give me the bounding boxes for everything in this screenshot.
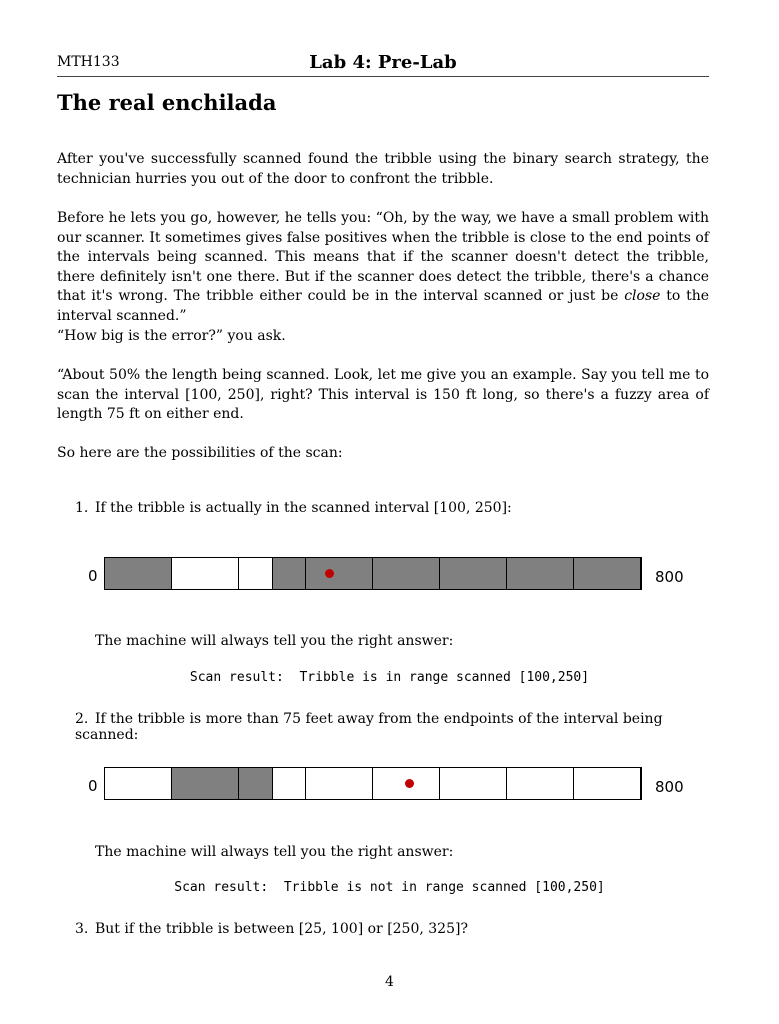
tribble-marker-icon xyxy=(325,569,334,578)
list-item-number: 3. xyxy=(75,921,89,937)
interval-segment-100-200 xyxy=(172,558,239,589)
interval-segment-500-600 xyxy=(440,768,507,799)
page-number: 4 xyxy=(385,974,394,990)
interval-segment-700-800 xyxy=(574,768,641,799)
scan-note-2: The machine will always tell you the right answer: xyxy=(95,844,454,860)
list-item-3 xyxy=(75,921,715,937)
interval-segment-400-500 xyxy=(373,558,440,589)
lab-title: Lab 4: Pre-Lab xyxy=(309,52,457,73)
interval-segment-100-200 xyxy=(172,768,239,799)
list-item-number: 1. xyxy=(75,500,89,516)
bar-right-label: 800 xyxy=(655,568,684,586)
interval-segment-700-800 xyxy=(574,558,641,589)
emphasis-close: close xyxy=(624,288,661,304)
bar-left-label: 0 xyxy=(88,567,98,585)
section-title: The real enchilada xyxy=(57,90,277,115)
interval-segment-250-300 xyxy=(273,558,307,589)
scan-note-1: The machine will always tell you the right answer: xyxy=(95,633,454,649)
list-item-text: If the tribble is more than 75 feet away from the endpoints of the interval being scanned: xyxy=(75,711,663,743)
interval-segment-0-100 xyxy=(105,558,172,589)
page-header xyxy=(57,52,709,74)
paragraph-intro: After you've successfully scanned found the tribble using the binary search strategy, the technician hurries you out of the door to confront the tribble. xyxy=(57,151,709,187)
interval-segment-200-250 xyxy=(239,768,273,799)
list-item-text: If the tribble is actually in the scanned interval [100, 250]: xyxy=(95,500,512,516)
paragraph-scanner-problem-tail: to the interval scanned.” xyxy=(57,288,710,324)
interval-segment-500-600 xyxy=(440,558,507,589)
paragraph-scanner-problem-text: Before he lets you go, however, he tells you: “Oh, by the way, we have a small problem with our scanner. It sometimes gives false positives when the tribble is close to the end points of the intervals being scanned. This means that if the scanner doesn't detect the tribble, there definitely isn't one there. But if the scanner does detect the tribble, there's a chance that it's wrong. The tribble either could be in the interval scanned or just be xyxy=(57,210,709,304)
paragraph-example: “About 50% the length being scanned. Look, let me give you an example. Say you tell me to scan the interval [100, 250], right? This interval is 150 ft long, so there's a fuzzy area of length 75 ft on either end. xyxy=(57,367,709,422)
scan-result-2: Scan result: Tribble is not in range scanned [100,250] xyxy=(174,880,605,895)
interval-segment-250-300 xyxy=(273,768,307,799)
interval-segment-600-700 xyxy=(507,768,574,799)
interval-segment-300-400 xyxy=(306,768,373,799)
bar-right-label: 800 xyxy=(655,778,684,796)
list-item-2 xyxy=(75,711,715,743)
list-item-text: But if the tribble is between [25, 100] or [250, 325]? xyxy=(95,921,468,937)
paragraph-question: “How big is the error?” you ask. xyxy=(57,328,286,344)
header-rule xyxy=(57,76,709,77)
paragraph-scanner-problem xyxy=(57,209,709,326)
interval-bar-1 xyxy=(104,557,642,590)
course-code: MTH133 xyxy=(57,54,120,70)
bar-left-label: 0 xyxy=(88,777,98,795)
interval-segment-200-250 xyxy=(239,558,273,589)
interval-segment-300-400 xyxy=(306,558,373,589)
interval-segment-0-100 xyxy=(105,768,172,799)
interval-segment-600-700 xyxy=(507,558,574,589)
scan-result-1: Scan result: Tribble is in range scanned [100,250] xyxy=(189,670,590,685)
list-item-number: 2. xyxy=(75,711,89,727)
list-item-1 xyxy=(75,500,715,516)
interval-bar-2 xyxy=(104,767,642,800)
paragraph-possibilities: So here are the possibilities of the scan: xyxy=(57,445,343,461)
